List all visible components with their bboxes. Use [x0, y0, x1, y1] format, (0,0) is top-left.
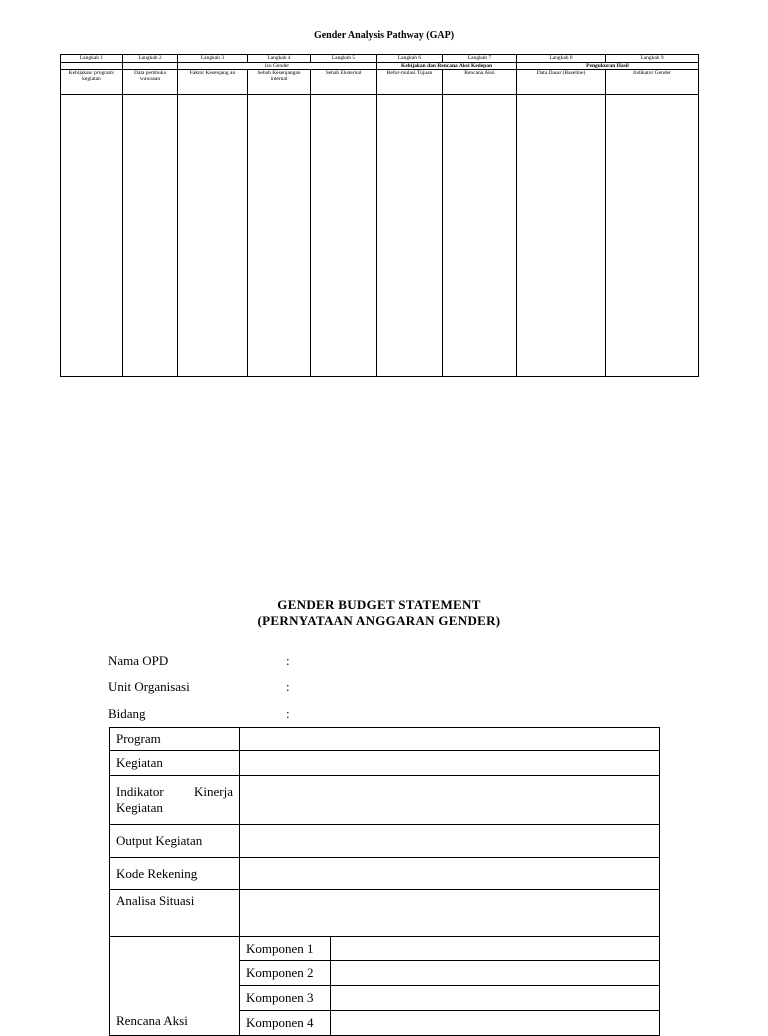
gbs-row-indikator	[110, 776, 660, 825]
gap-col-header: Data Dasar (Baseline)	[517, 70, 606, 95]
gap-step: Langkah 3	[178, 55, 248, 63]
gbs-row-analisa	[110, 890, 660, 937]
gbs-label-program: Program	[110, 728, 240, 751]
gbs-komponen-value[interactable]	[331, 961, 660, 986]
gbs-title-line1: GENDER BUDGET STATEMENT	[277, 597, 481, 612]
gbs-row-output	[110, 825, 660, 858]
meta-label-nama-opd: Nama OPD	[108, 653, 169, 668]
gbs-label-indikator-c: Kegiatan	[116, 800, 163, 815]
gbs-label-indikator-a: Indikator	[116, 784, 164, 799]
gap-col-headers	[61, 70, 699, 95]
gap-steps-row	[61, 55, 699, 63]
gbs-row-komponen	[110, 937, 660, 961]
gap-cell	[377, 95, 443, 377]
gbs-value-output[interactable]	[240, 825, 660, 858]
gbs-label-kegiatan: Kegiatan	[110, 751, 240, 776]
gbs-value-analisa[interactable]	[240, 890, 660, 937]
gap-col-header: Rencana Aksi	[443, 70, 517, 95]
meta-label-unit-organisasi: Unit Organisasi	[108, 679, 190, 694]
gap-col-header: Sebab Kesenjangan internal	[248, 70, 311, 95]
gbs-komponen-value[interactable]	[331, 937, 660, 961]
gbs-label-kode: Kode Rekening	[110, 858, 240, 890]
gap-group-kebijakan: Kebijakan dan Rencana Aksi Kedepan	[377, 63, 517, 70]
gap-title: Gender Analysis Pathway (GAP)	[313, 30, 455, 41]
gap-cell	[248, 95, 311, 377]
gap-cell	[443, 95, 517, 377]
gbs-title	[0, 597, 758, 629]
gbs-komponen-value[interactable]	[331, 1011, 660, 1036]
gbs-row-kegiatan	[110, 751, 660, 776]
gap-table	[60, 54, 699, 377]
gap-cell	[311, 95, 377, 377]
gbs-komponen-label: Komponen 3	[240, 986, 331, 1011]
gap-col-header: Refor-mulasi Tujuan	[377, 70, 443, 95]
gap-blank	[61, 63, 123, 70]
gap-cell	[123, 95, 178, 377]
gbs-value-indikator[interactable]	[240, 776, 660, 825]
gap-step: Langkah 8	[517, 55, 606, 63]
gap-step: Langkah 1	[61, 55, 123, 63]
gap-cell	[517, 95, 606, 377]
gbs-value-kode[interactable]	[240, 858, 660, 890]
gap-body-row	[61, 95, 699, 377]
gbs-komponen-label: Komponen 2	[240, 961, 331, 986]
gbs-row-kode	[110, 858, 660, 890]
gbs-table	[109, 727, 660, 1036]
gap-group-pengukuran: Pengukuran Hasil	[517, 63, 699, 70]
gbs-komponen-value[interactable]	[331, 986, 660, 1011]
gap-col-header: Data pembuka wawasan	[123, 70, 178, 95]
gbs-label-indikator	[110, 776, 240, 825]
gap-blank	[123, 63, 178, 70]
gap-col-header: Indikator Gender	[606, 70, 699, 95]
meta-colon: :	[286, 706, 290, 721]
gbs-row-program	[110, 728, 660, 751]
gbs-value-program[interactable]	[240, 728, 660, 751]
gbs-label-rencana: Rencana Aksi	[110, 937, 240, 1036]
gap-step: Langkah 5	[311, 55, 377, 63]
gap-col-header: Kebijakan/ program/ kegiatan	[61, 70, 123, 95]
gbs-label-analisa: Analisa Situasi	[110, 890, 240, 937]
gap-cell	[606, 95, 699, 377]
gap-group-isu-gender: Isu Gender	[178, 63, 377, 70]
gap-step: Langkah 6	[377, 55, 443, 63]
meta-colon: :	[286, 653, 290, 668]
gap-col-header: Sebab Eksternal	[311, 70, 377, 95]
gbs-title-line2: (PERNYATAAN ANGGARAN GENDER)	[257, 613, 501, 628]
gap-step: Langkah 9	[606, 55, 699, 63]
gap-step: Langkah 7	[443, 55, 517, 63]
gbs-label-indikator-b: Kinerja	[194, 784, 233, 799]
gbs-value-kegiatan[interactable]	[240, 751, 660, 776]
gbs-komponen-label: Komponen 1	[240, 937, 331, 961]
meta-colon: :	[286, 679, 290, 694]
gbs-label-output: Output Kegiatan	[110, 825, 240, 858]
gap-step: Langkah 4	[248, 55, 311, 63]
gbs-komponen-label: Komponen 4	[240, 1011, 331, 1036]
gap-cell	[61, 95, 123, 377]
meta-label-bidang: Bidang	[108, 706, 146, 721]
gap-col-header: Faktor Kesenjang an	[178, 70, 248, 95]
gap-group-row	[61, 63, 699, 70]
gap-step: Langkah 2	[123, 55, 178, 63]
gap-cell	[178, 95, 248, 377]
